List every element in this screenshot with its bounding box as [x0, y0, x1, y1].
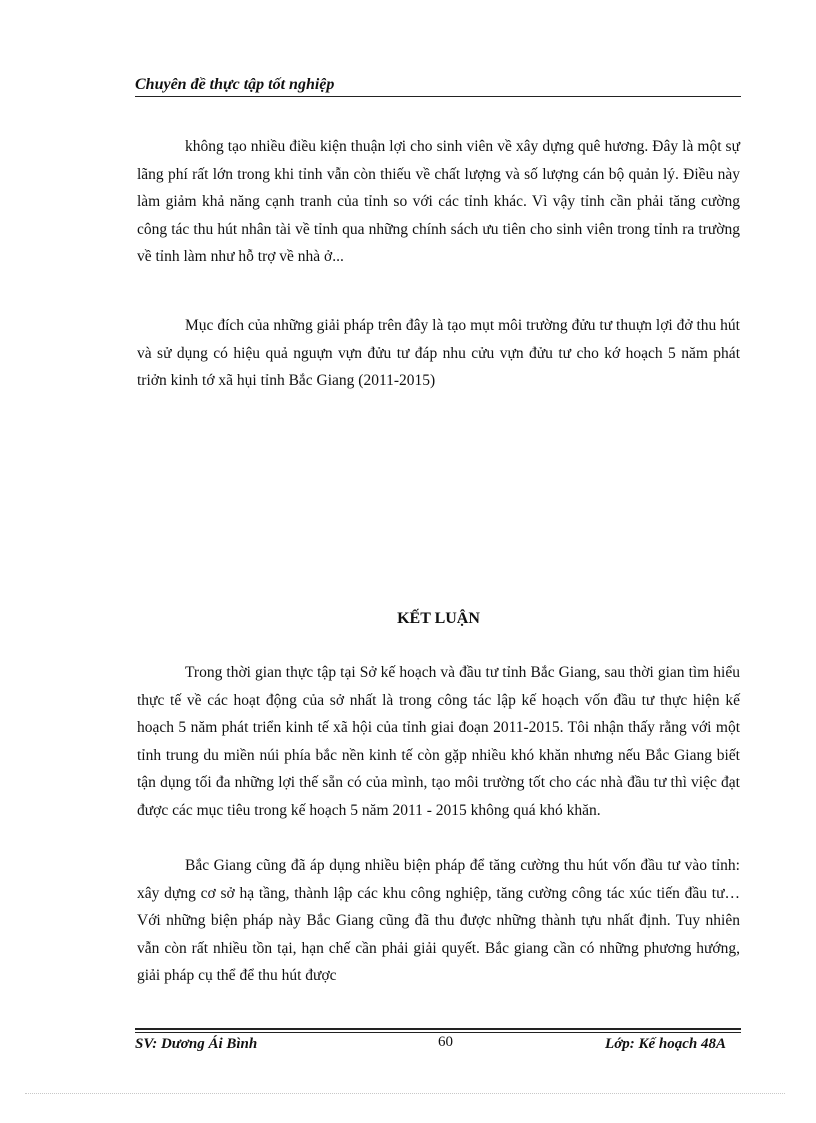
body-paragraph-1: không tạo nhiều điều kiện thuận lợi cho sinh viên về xây dựng quê hương. Đây là một sự lãng phí rất lớn trong khi tỉnh vẫn còn thiếu về chất lượng và số lượng cán bộ quản lý. Điều này làm giảm khả năng cạnh tranh của tỉnh so với các tỉnh khác. Vì vậy tỉnh cần phải tăng cường công tác thu hút nhân tài về tỉnh qua những chính sách ưu tiên cho sinh viên trong tỉnh ra trường về tỉnh làm như hỗ trợ về nhà ở... — [137, 138, 740, 265]
footer-divider-thin — [135, 1032, 741, 1033]
footer-student-name: SV: Dương Ái Bình — [135, 1036, 258, 1052]
footer-divider-thick — [135, 1028, 741, 1030]
page-header-title: Chuyên đề thực tập tốt nghiệp — [135, 76, 335, 93]
page-number: 60 — [438, 1034, 453, 1050]
header-divider — [135, 96, 741, 97]
conclusion-heading: KẾT LUẬN — [397, 610, 480, 627]
conclusion-paragraph-1: Trong thời gian thực tập tại Sở kế hoạch và đầu tư tỉnh Bắc Giang, sau thời gian tìm hiểu thực tế về các hoạt động của sở nhất là trong công tác lập kế hoạch vốn đầu tư thực hiện kế hoạch 5 năm phát triển kinh tế xã hội của tỉnh giai đoạn 2011-2015. Tôi nhận thấy rằng với một tỉnh trung du miền núi phía bắc nền kinh tế còn gặp nhiều khó khăn nhưng nếu Bắc Giang biết tận dụng tối đa những lợi thế sẵn có của mình, tạo môi trường tốt cho các nhà đầu tư thì việc đạt được các mục tiêu trong kế hoạch 5 năm 2011 - 2015 không quá khó khăn. — [137, 664, 740, 819]
conclusion-paragraph-2: Bắc Giang cũng đã áp dụng nhiều biện pháp để tăng cường thu hút vốn đầu tư vào tỉnh: xây dựng cơ sở hạ tầng, thành lập các khu công nghiệp, tăng cường công tác xúc tiến đầu tư… Với những biện pháp này Bắc Giang cũng đã thu được những thành tựu nhất định. Tuy nhiên vẫn còn rất nhiều tồn tại, hạn chế cần phải giải quyết. Bắc giang cần có những phương hướng, giải pháp cụ thể để thu hút được — [137, 857, 740, 984]
page-bottom-edge — [25, 1093, 785, 1094]
body-paragraph-2: Mục đích của những giải pháp trên đây là tạo mụt môi trường đửu tư thuựn lợi đở thu hút và sử dụng có hiệu quả nguựn vựn đửu tư đáp nhu cửu vựn đửu tư cho kớ hoạch 5 năm phát triởn kinh tớ xã hụi tỉnh Bắc Giang (2011-2015) — [137, 317, 740, 389]
footer-class-name: Lớp: Kế hoạch 48A — [605, 1036, 726, 1052]
